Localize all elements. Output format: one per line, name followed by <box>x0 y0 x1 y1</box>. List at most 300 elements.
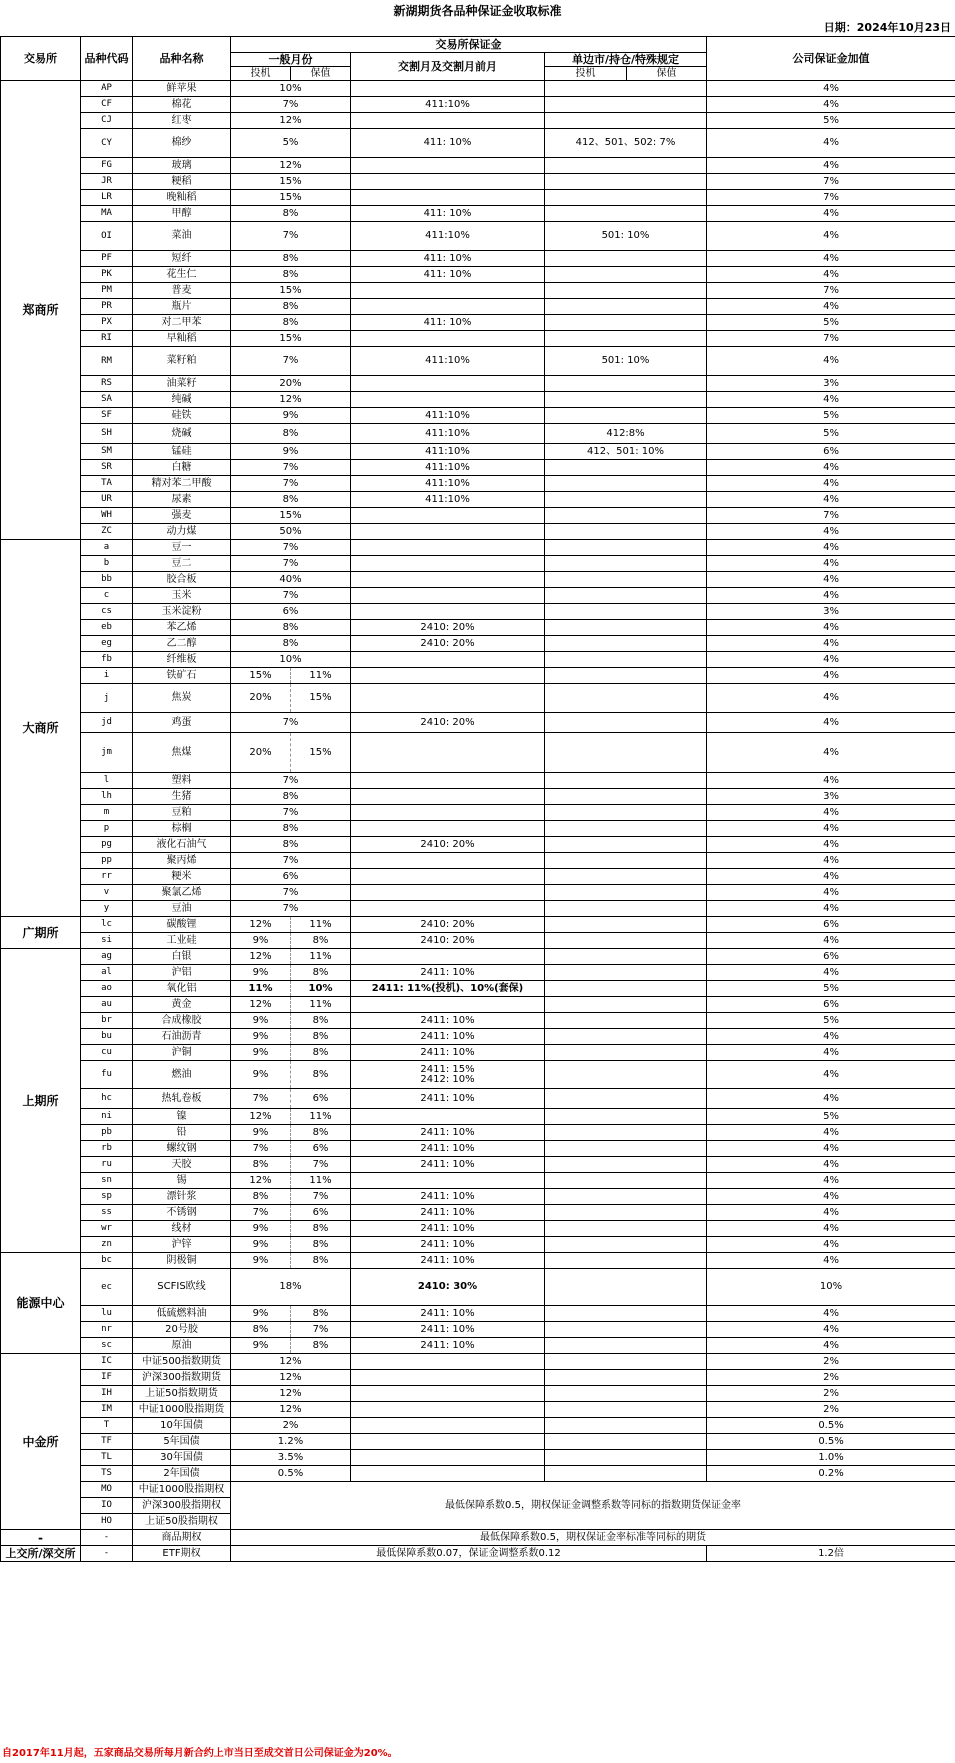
company-add: 5% <box>707 1109 955 1125</box>
product-name: 短纤 <box>133 251 231 267</box>
general-margin: 3.5% <box>231 1450 351 1466</box>
delivery-margin-line: 2411: 11%(投机)、10%(套保) <box>371 982 524 994</box>
general-margin: 8% <box>231 789 351 805</box>
delivery-margin <box>351 997 545 1013</box>
company-add: 7% <box>707 174 955 190</box>
product-name: 花生仁 <box>133 267 231 283</box>
general-margin: 15% <box>231 508 351 524</box>
delivery-margin <box>351 158 545 174</box>
general-margin: 15% <box>231 174 351 190</box>
delivery-margin <box>351 636 545 652</box>
table-row <box>1 1450 955 1466</box>
hedge-margin: 6% <box>291 1089 351 1109</box>
table-row <box>1 331 955 347</box>
delivery-margin-line: 2412: 10% <box>420 1073 475 1085</box>
hedge-margin: 7% <box>291 1189 351 1205</box>
delivery-margin <box>351 222 545 251</box>
delivery-margin <box>351 508 545 524</box>
product-code: b <box>81 556 133 572</box>
general-margin: 7% <box>231 222 351 251</box>
exchange-name: 中金所 <box>1 1354 81 1530</box>
general-margin: 10% <box>231 652 351 668</box>
company-add: 4% <box>707 821 955 837</box>
product-name: 锰硅 <box>133 444 231 460</box>
product-code: - <box>81 1530 133 1546</box>
index-options-note: 最低保障系数0.5，期权保证金调整系数等同标的指数期货保证金率 <box>231 1482 955 1530</box>
company-add: 4% <box>707 524 955 540</box>
product-name: 螺纹钢 <box>133 1141 231 1157</box>
spec-margin: 20% <box>231 684 291 713</box>
table-row <box>1 869 955 885</box>
delivery-margin <box>351 1221 545 1237</box>
special-margin <box>545 821 707 837</box>
product-code: ec <box>81 1269 133 1306</box>
product-code: RM <box>81 347 133 376</box>
delivery-margin-line: 411:10% <box>425 445 470 457</box>
table-row <box>1 1402 955 1418</box>
table-row <box>1 1434 955 1450</box>
product-name: 普麦 <box>133 283 231 299</box>
special-margin <box>545 1402 707 1418</box>
company-add: 4% <box>707 1322 955 1338</box>
delivery-margin-line: 2411: 10% <box>420 1307 475 1319</box>
general-margin: 7% <box>231 713 351 733</box>
spec-margin: 12% <box>231 917 291 933</box>
delivery-margin <box>351 444 545 460</box>
exchange-name: 大商所 <box>1 540 81 917</box>
general-margin: 12% <box>231 1354 351 1370</box>
table-row <box>1 283 955 299</box>
delivery-margin <box>351 1109 545 1125</box>
product-code: SR <box>81 460 133 476</box>
special-margin <box>545 901 707 917</box>
table-row <box>1 315 955 331</box>
special-margin <box>545 1466 707 1482</box>
general-margin: 8% <box>231 299 351 315</box>
product-code: rr <box>81 869 133 885</box>
company-add: 4% <box>707 251 955 267</box>
general-margin: 7% <box>231 556 351 572</box>
exchange-name: 上期所 <box>1 949 81 1253</box>
product-code: bb <box>81 572 133 588</box>
product-code: j <box>81 684 133 713</box>
product-code: bc <box>81 1253 133 1269</box>
general-margin: 12% <box>231 1370 351 1386</box>
general-margin: 7% <box>231 540 351 556</box>
spec-margin: 9% <box>231 1306 291 1322</box>
delivery-margin <box>351 684 545 713</box>
special-margin: 501: 10% <box>545 222 707 251</box>
general-margin: 9% <box>231 408 351 424</box>
company-add: 4% <box>707 1237 955 1253</box>
company-add: 4% <box>707 733 955 773</box>
product-name: 天胶 <box>133 1157 231 1173</box>
product-name: ETF期权 <box>133 1546 231 1562</box>
delivery-margin-line: 2411: 10% <box>420 1126 475 1138</box>
special-margin <box>545 917 707 933</box>
delivery-margin <box>351 1466 545 1482</box>
special-margin <box>545 1434 707 1450</box>
special-margin <box>545 1061 707 1089</box>
product-code: TF <box>81 1434 133 1450</box>
etf-options-note: 最低保障系数0.07，保证金调整系数0.12 <box>231 1546 707 1562</box>
table-row <box>1 668 955 684</box>
special-margin <box>545 1029 707 1045</box>
company-add: 5% <box>707 408 955 424</box>
special-margin <box>545 508 707 524</box>
company-add: 7% <box>707 508 955 524</box>
hedge-margin: 7% <box>291 1157 351 1173</box>
product-name: 豆二 <box>133 556 231 572</box>
product-code: - <box>81 1546 133 1562</box>
delivery-margin <box>351 853 545 869</box>
table-row <box>1 97 955 113</box>
delivery-margin <box>351 1141 545 1157</box>
product-name: 乙二醇 <box>133 636 231 652</box>
product-code: pg <box>81 837 133 853</box>
product-name: 粳米 <box>133 869 231 885</box>
general-margin: 7% <box>231 97 351 113</box>
spec-margin: 11% <box>231 981 291 997</box>
hedge-margin: 8% <box>291 1125 351 1141</box>
general-margin: 7% <box>231 476 351 492</box>
delivery-margin <box>351 821 545 837</box>
special-margin <box>545 997 707 1013</box>
special-margin <box>545 1173 707 1189</box>
product-code: MO <box>81 1482 133 1498</box>
special-margin <box>545 283 707 299</box>
company-add: 4% <box>707 267 955 283</box>
company-add: 4% <box>707 1306 955 1322</box>
product-name: 精对苯二甲酸 <box>133 476 231 492</box>
special-margin <box>545 668 707 684</box>
company-add: 7% <box>707 331 955 347</box>
product-code: FG <box>81 158 133 174</box>
general-margin: 8% <box>231 636 351 652</box>
table-row <box>1 1322 955 1338</box>
special-margin <box>545 733 707 773</box>
table-row <box>1 251 955 267</box>
company-add: 4% <box>707 222 955 251</box>
footer-note: 自2017年11月起，五家商品交易所每月新合约上市当日至成交首日公司保证金为20%。 <box>2 1748 398 1759</box>
table-row <box>1 1306 955 1322</box>
general-margin: 9% <box>231 444 351 460</box>
product-name: 强麦 <box>133 508 231 524</box>
header-exchange: 交易所 <box>1 37 81 81</box>
product-name: 中证500指数期货 <box>133 1354 231 1370</box>
delivery-margin <box>351 1434 545 1450</box>
spec-margin: 12% <box>231 1109 291 1125</box>
general-margin: 7% <box>231 885 351 901</box>
product-code: a <box>81 540 133 556</box>
company-add: 4% <box>707 620 955 636</box>
page-title: 新湖期货各品种保证金收取标准 <box>393 4 562 18</box>
special-margin <box>545 158 707 174</box>
product-code: PX <box>81 315 133 331</box>
product-name: 尿素 <box>133 492 231 508</box>
product-name: 商品期权 <box>133 1530 231 1546</box>
general-margin: 0.5% <box>231 1466 351 1482</box>
product-name: 粳稻 <box>133 174 231 190</box>
table-row <box>1 1237 955 1253</box>
company-add: 7% <box>707 283 955 299</box>
table-row <box>1 604 955 620</box>
product-name: 氧化铝 <box>133 981 231 997</box>
company-add: 4% <box>707 933 955 949</box>
delivery-margin <box>351 901 545 917</box>
table-row <box>1 267 955 283</box>
delivery-margin <box>351 251 545 267</box>
table-row <box>1 1205 955 1221</box>
company-add: 5% <box>707 981 955 997</box>
company-add: 6% <box>707 997 955 1013</box>
hedge-margin: 8% <box>291 1061 351 1089</box>
general-margin: 1.2% <box>231 1434 351 1450</box>
product-name: 沪铝 <box>133 965 231 981</box>
special-margin <box>545 773 707 789</box>
delivery-margin <box>351 933 545 949</box>
product-name: 原油 <box>133 1338 231 1354</box>
product-code: v <box>81 885 133 901</box>
table-row <box>1 773 955 789</box>
delivery-margin <box>351 392 545 408</box>
product-name: 20号胶 <box>133 1322 231 1338</box>
special-margin <box>545 885 707 901</box>
table-row <box>1 1221 955 1237</box>
special-margin <box>545 1370 707 1386</box>
hedge-margin: 11% <box>291 997 351 1013</box>
table-row <box>1 853 955 869</box>
spec-margin: 8% <box>231 1189 291 1205</box>
table-row <box>1 981 955 997</box>
table-row <box>1 1089 955 1109</box>
delivery-margin-line: 411: 10% <box>423 207 472 219</box>
product-name: 纤维板 <box>133 652 231 668</box>
company-add: 4% <box>707 805 955 821</box>
product-code: jm <box>81 733 133 773</box>
table-row <box>1 1466 955 1482</box>
special-margin <box>545 604 707 620</box>
delivery-margin <box>351 315 545 331</box>
general-margin: 40% <box>231 572 351 588</box>
company-add: 4% <box>707 837 955 853</box>
product-name: 低硫燃料油 <box>133 1306 231 1322</box>
delivery-margin <box>351 1370 545 1386</box>
hedge-margin: 8% <box>291 1029 351 1045</box>
company-add: 2% <box>707 1354 955 1370</box>
delivery-margin-line: 2410: 20% <box>420 838 475 850</box>
delivery-margin <box>351 1189 545 1205</box>
special-margin <box>545 540 707 556</box>
delivery-margin <box>351 1354 545 1370</box>
company-add: 4% <box>707 885 955 901</box>
table-row <box>1 158 955 174</box>
spec-margin: 12% <box>231 949 291 965</box>
product-name: 菜油 <box>133 222 231 251</box>
delivery-margin-line: 411:10% <box>425 461 470 473</box>
general-margin: 10% <box>231 81 351 97</box>
product-code: ni <box>81 1109 133 1125</box>
product-code: SF <box>81 408 133 424</box>
product-name: 鲜苹果 <box>133 81 231 97</box>
table-row <box>1 1125 955 1141</box>
table-row <box>1 524 955 540</box>
product-name: 铁矿石 <box>133 668 231 684</box>
special-margin <box>545 1045 707 1061</box>
margin-table <box>0 36 955 1562</box>
delivery-margin-line: 2411: 10% <box>420 1254 475 1266</box>
product-name: 玉米淀粉 <box>133 604 231 620</box>
delivery-margin <box>351 556 545 572</box>
company-add: 4% <box>707 158 955 174</box>
header-spec: 投机 <box>231 67 291 81</box>
table-row <box>1 299 955 315</box>
company-add: 4% <box>707 773 955 789</box>
table-row <box>1 81 955 97</box>
delivery-margin <box>351 572 545 588</box>
delivery-margin <box>351 524 545 540</box>
product-code: PF <box>81 251 133 267</box>
delivery-margin <box>351 299 545 315</box>
product-code: hc <box>81 1089 133 1109</box>
product-code: IH <box>81 1386 133 1402</box>
company-add: 4% <box>707 1253 955 1269</box>
product-name: 不锈钢 <box>133 1205 231 1221</box>
delivery-margin <box>351 174 545 190</box>
table-row <box>1 1370 955 1386</box>
special-margin <box>545 174 707 190</box>
general-margin: 6% <box>231 604 351 620</box>
spec-margin: 20% <box>231 733 291 773</box>
special-margin <box>545 81 707 97</box>
delivery-margin <box>351 1029 545 1045</box>
delivery-margin-line: 2410: 20% <box>420 621 475 633</box>
special-margin <box>545 684 707 713</box>
product-name: 苯乙烯 <box>133 620 231 636</box>
product-name: 线材 <box>133 1221 231 1237</box>
delivery-margin-line: 411:10% <box>425 230 470 241</box>
special-margin <box>545 1306 707 1322</box>
table-row <box>1 901 955 917</box>
special-margin <box>545 460 707 476</box>
product-name: 早籼稻 <box>133 331 231 347</box>
product-name: 白糖 <box>133 460 231 476</box>
delivery-margin <box>351 1045 545 1061</box>
table-row <box>1 1061 955 1089</box>
general-margin: 12% <box>231 158 351 174</box>
product-code: JR <box>81 174 133 190</box>
table-row <box>1 408 955 424</box>
product-name: 鸡蛋 <box>133 713 231 733</box>
product-code: nr <box>81 1322 133 1338</box>
special-margin <box>545 1109 707 1125</box>
general-margin: 18% <box>231 1269 351 1306</box>
exchange-name: 能源中心 <box>1 1253 81 1354</box>
general-margin: 7% <box>231 588 351 604</box>
table-row <box>1 1546 955 1562</box>
special-margin <box>545 620 707 636</box>
delivery-margin <box>351 347 545 376</box>
general-margin: 12% <box>231 113 351 129</box>
delivery-margin <box>351 1253 545 1269</box>
product-name: 10年国债 <box>133 1418 231 1434</box>
product-name: 锡 <box>133 1173 231 1189</box>
delivery-margin <box>351 1125 545 1141</box>
general-margin: 15% <box>231 331 351 347</box>
spec-margin: 9% <box>231 1338 291 1354</box>
product-name: 豆粕 <box>133 805 231 821</box>
product-code: ag <box>81 949 133 965</box>
hedge-margin: 6% <box>291 1205 351 1221</box>
product-code: IF <box>81 1370 133 1386</box>
hedge-margin: 15% <box>291 684 351 713</box>
delivery-margin <box>351 789 545 805</box>
hedge-margin: 6% <box>291 1141 351 1157</box>
general-margin: 12% <box>231 1386 351 1402</box>
delivery-margin <box>351 376 545 392</box>
spec-margin: 7% <box>231 1205 291 1221</box>
header-company-add: 公司保证金加值 <box>707 37 955 81</box>
exchange-name: 广期所 <box>1 917 81 949</box>
product-code: ss <box>81 1205 133 1221</box>
product-code: fb <box>81 652 133 668</box>
general-margin: 8% <box>231 315 351 331</box>
special-margin <box>545 949 707 965</box>
company-add: 4% <box>707 1221 955 1237</box>
delivery-margin <box>351 81 545 97</box>
special-margin <box>545 1221 707 1237</box>
delivery-margin-line: 2410: 20% <box>420 716 475 728</box>
product-name: 中证1000股指期货 <box>133 1402 231 1418</box>
product-name: 瓶片 <box>133 299 231 315</box>
hedge-margin: 8% <box>291 1253 351 1269</box>
delivery-margin-line: 2411: 10% <box>420 1206 475 1218</box>
delivery-margin <box>351 1089 545 1109</box>
delivery-margin <box>351 1402 545 1418</box>
table-row <box>1 1530 955 1546</box>
company-add: 4% <box>707 392 955 408</box>
header-special-spec: 投机 <box>545 67 627 81</box>
table-row <box>1 837 955 853</box>
company-add: 4% <box>707 1205 955 1221</box>
table-row <box>1 174 955 190</box>
delivery-margin <box>351 190 545 206</box>
spec-margin: 9% <box>231 965 291 981</box>
product-code: m <box>81 805 133 821</box>
special-margin <box>545 113 707 129</box>
product-code: T <box>81 1418 133 1434</box>
product-name: 5年国债 <box>133 1434 231 1450</box>
table-row <box>1 789 955 805</box>
general-margin: 50% <box>231 524 351 540</box>
product-name: 阴极铜 <box>133 1253 231 1269</box>
special-margin <box>545 1125 707 1141</box>
company-add: 4% <box>707 652 955 668</box>
general-margin: 20% <box>231 376 351 392</box>
product-code: rb <box>81 1141 133 1157</box>
product-code: SM <box>81 444 133 460</box>
special-margin <box>545 1338 707 1354</box>
product-code: IO <box>81 1498 133 1514</box>
delivery-margin <box>351 885 545 901</box>
company-add: 3% <box>707 604 955 620</box>
company-add: 4% <box>707 492 955 508</box>
product-code: sp <box>81 1189 133 1205</box>
special-margin <box>545 572 707 588</box>
product-code: TS <box>81 1466 133 1482</box>
company-add: 4% <box>707 901 955 917</box>
header-name: 品种名称 <box>133 37 231 81</box>
